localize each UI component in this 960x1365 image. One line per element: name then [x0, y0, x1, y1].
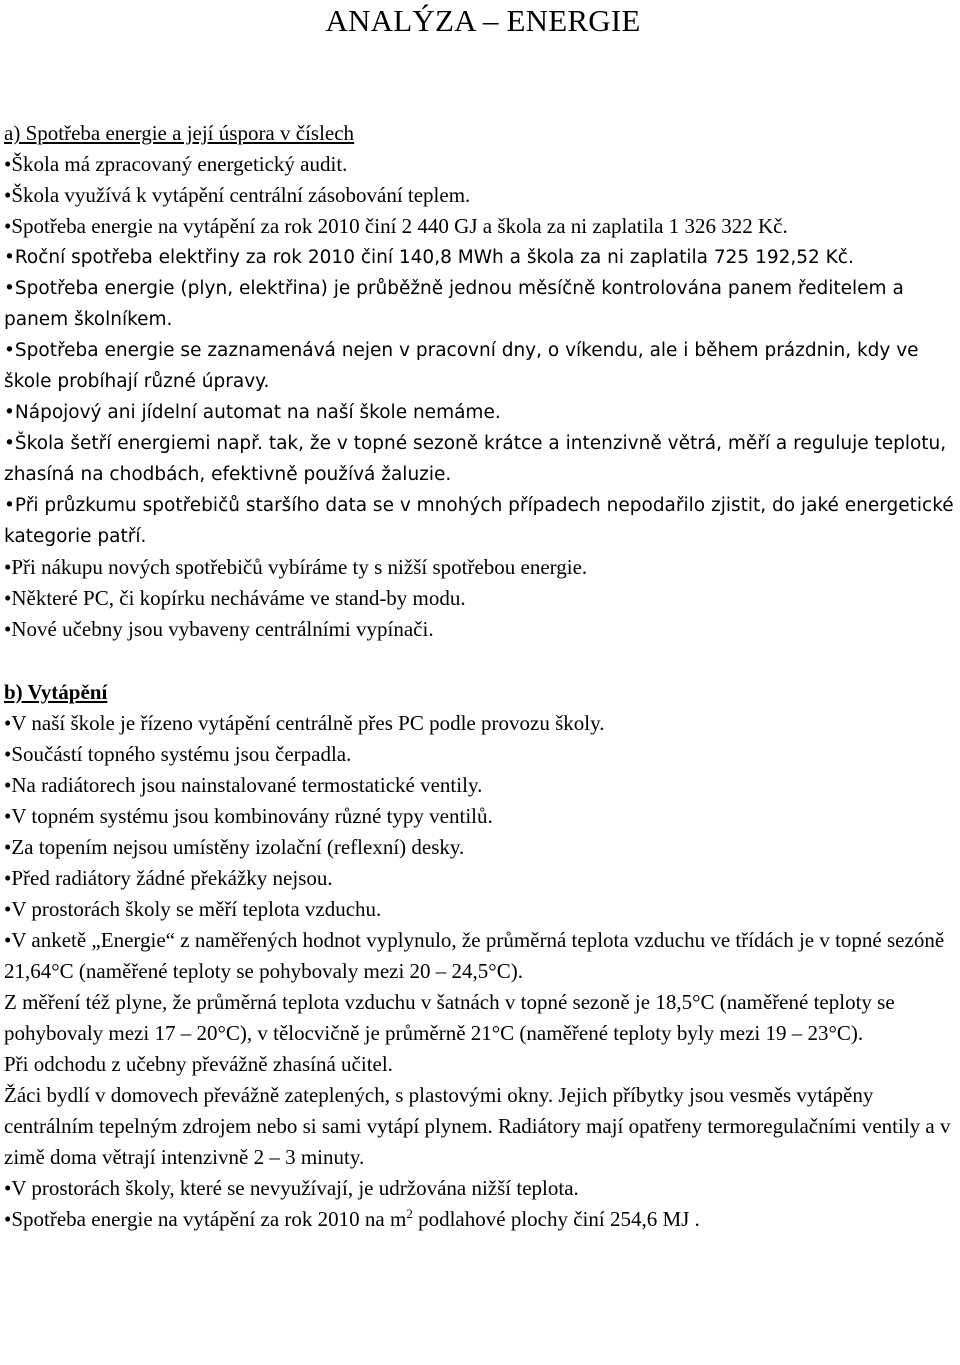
list-item: •Škola má zpracovaný energetický audit. — [4, 152, 348, 176]
list-item: •Roční spotřeba elektřiny za rok 2010 činí 140,8 MWh a škola za ni zaplatila 725 192,52 Kč. — [4, 247, 854, 268]
list-item: •Při průzkumu spotřebičů staršího data se v mnohých případech nepodařilo zjistit, do jaké energetické kategorie patří. — [4, 495, 954, 547]
list-item: •Spotřeba energie se zaznamenává nejen v pracovní dny, o víkendu, ale i během prázdnin, kdy ve škole probíhají různé úpravy. — [4, 340, 919, 392]
list-item: •Nové učebny jsou vybaveny centrálními vypínači. — [4, 617, 434, 641]
list-item: •Některé PC, či kopírku necháváme ve stand-by modu. — [4, 586, 466, 610]
list-item: •Nápojový ani jídelní automat na naší škole nemáme. — [4, 402, 501, 423]
list-item: •Při nákupu nových spotřebičů vybíráme ty s nižší spotřebou energie. — [4, 555, 588, 579]
list-item: •Škola využívá k vytápění centrální zásobování teplem. — [4, 183, 471, 207]
list-item: •Před radiátory žádné překážky nejsou. — [4, 866, 333, 890]
list-item: •V naší škole je řízeno vytápění centrálně přes PC podle provozu školy. — [4, 711, 605, 735]
list-item: •Spotřeba energie na vytápění za rok 2010 činí 2 440 GJ a škola za ni zaplatila 1 326 322 Kč. — [4, 214, 788, 238]
paragraph: Z měření též plyne, že průměrná teplota vzduchu v šatnách v topné sezoně je 18,5°C (naměřené teploty se pohybovaly mezi 17 – 20°C), v tělocvičně je průměrně 21°C (naměřené teploty byly mezi 19 – 23°C). — [4, 990, 895, 1045]
list-item-floor-area — [4, 1204, 960, 1235]
superscript: 2 — [406, 1206, 413, 1221]
list-item: •Součástí topného systému jsou čerpadla. — [4, 742, 352, 766]
list-item: •V anketě „Energie“ z naměřených hodnot vyplynulo, že průměrná teplota vzduchu ve třídách je v topné sezóně 21,64°C (naměřené teploty se pohybovaly mezi 20 – 24,5°C). — [4, 928, 945, 983]
list-item: •Spotřeba energie (plyn, elektřina) je průběžně jednou měsíčně kontrolována panem ředitelem a panem školníkem. — [4, 278, 904, 330]
section-b-heading: b) Vytápění — [4, 680, 108, 704]
list-item: •V topném systému jsou kombinovány různé typy ventilů. — [4, 804, 493, 828]
paragraph: Žáci bydlí v domovech převážně zateplených, s plastovými okny. Jejich příbytky jsou vesměs vytápěny centrálním tepelným zdrojem nebo si sami vytápí plynem. Radiátory mají opatřeny termoregulačními ventily a v zimě doma větrají intenzivně 2 – 3 minuty. — [4, 1083, 951, 1169]
list-item: •Za topením nejsou umístěny izolační (reflexní) desky. — [4, 835, 465, 859]
paragraph: Při odchodu z učebny převážně zhasíná učitel. — [4, 1052, 393, 1076]
page-title: ANALÝZA – ENERGIE — [325, 3, 641, 38]
list-item: •Škola šetří energiemi např. tak, že v topné sezoně krátce a intenzivně větrá, měří a reguluje teplotu, zhasíná na chodbách, efektivně používá žaluzie. — [4, 433, 947, 485]
list-item: •V prostorách školy, které se nevyužívají, je udržována nižší teplota. — [4, 1176, 579, 1200]
list-item: •V prostorách školy se měří teplota vzduchu. — [4, 897, 382, 921]
list-item: •Na radiátorech jsou nainstalované termostatické ventily. — [4, 773, 483, 797]
section-spacer — [4, 645, 960, 677]
floor-area-text: •Spotřeba energie na vytápění za rok 2010 na m — [4, 1207, 407, 1231]
section-a-heading: a) Spotřeba energie a její úspora v číslech — [4, 121, 355, 145]
document-body — [4, 118, 960, 1235]
floor-area-value: podlahové plochy činí 254,6 MJ . — [412, 1207, 700, 1231]
